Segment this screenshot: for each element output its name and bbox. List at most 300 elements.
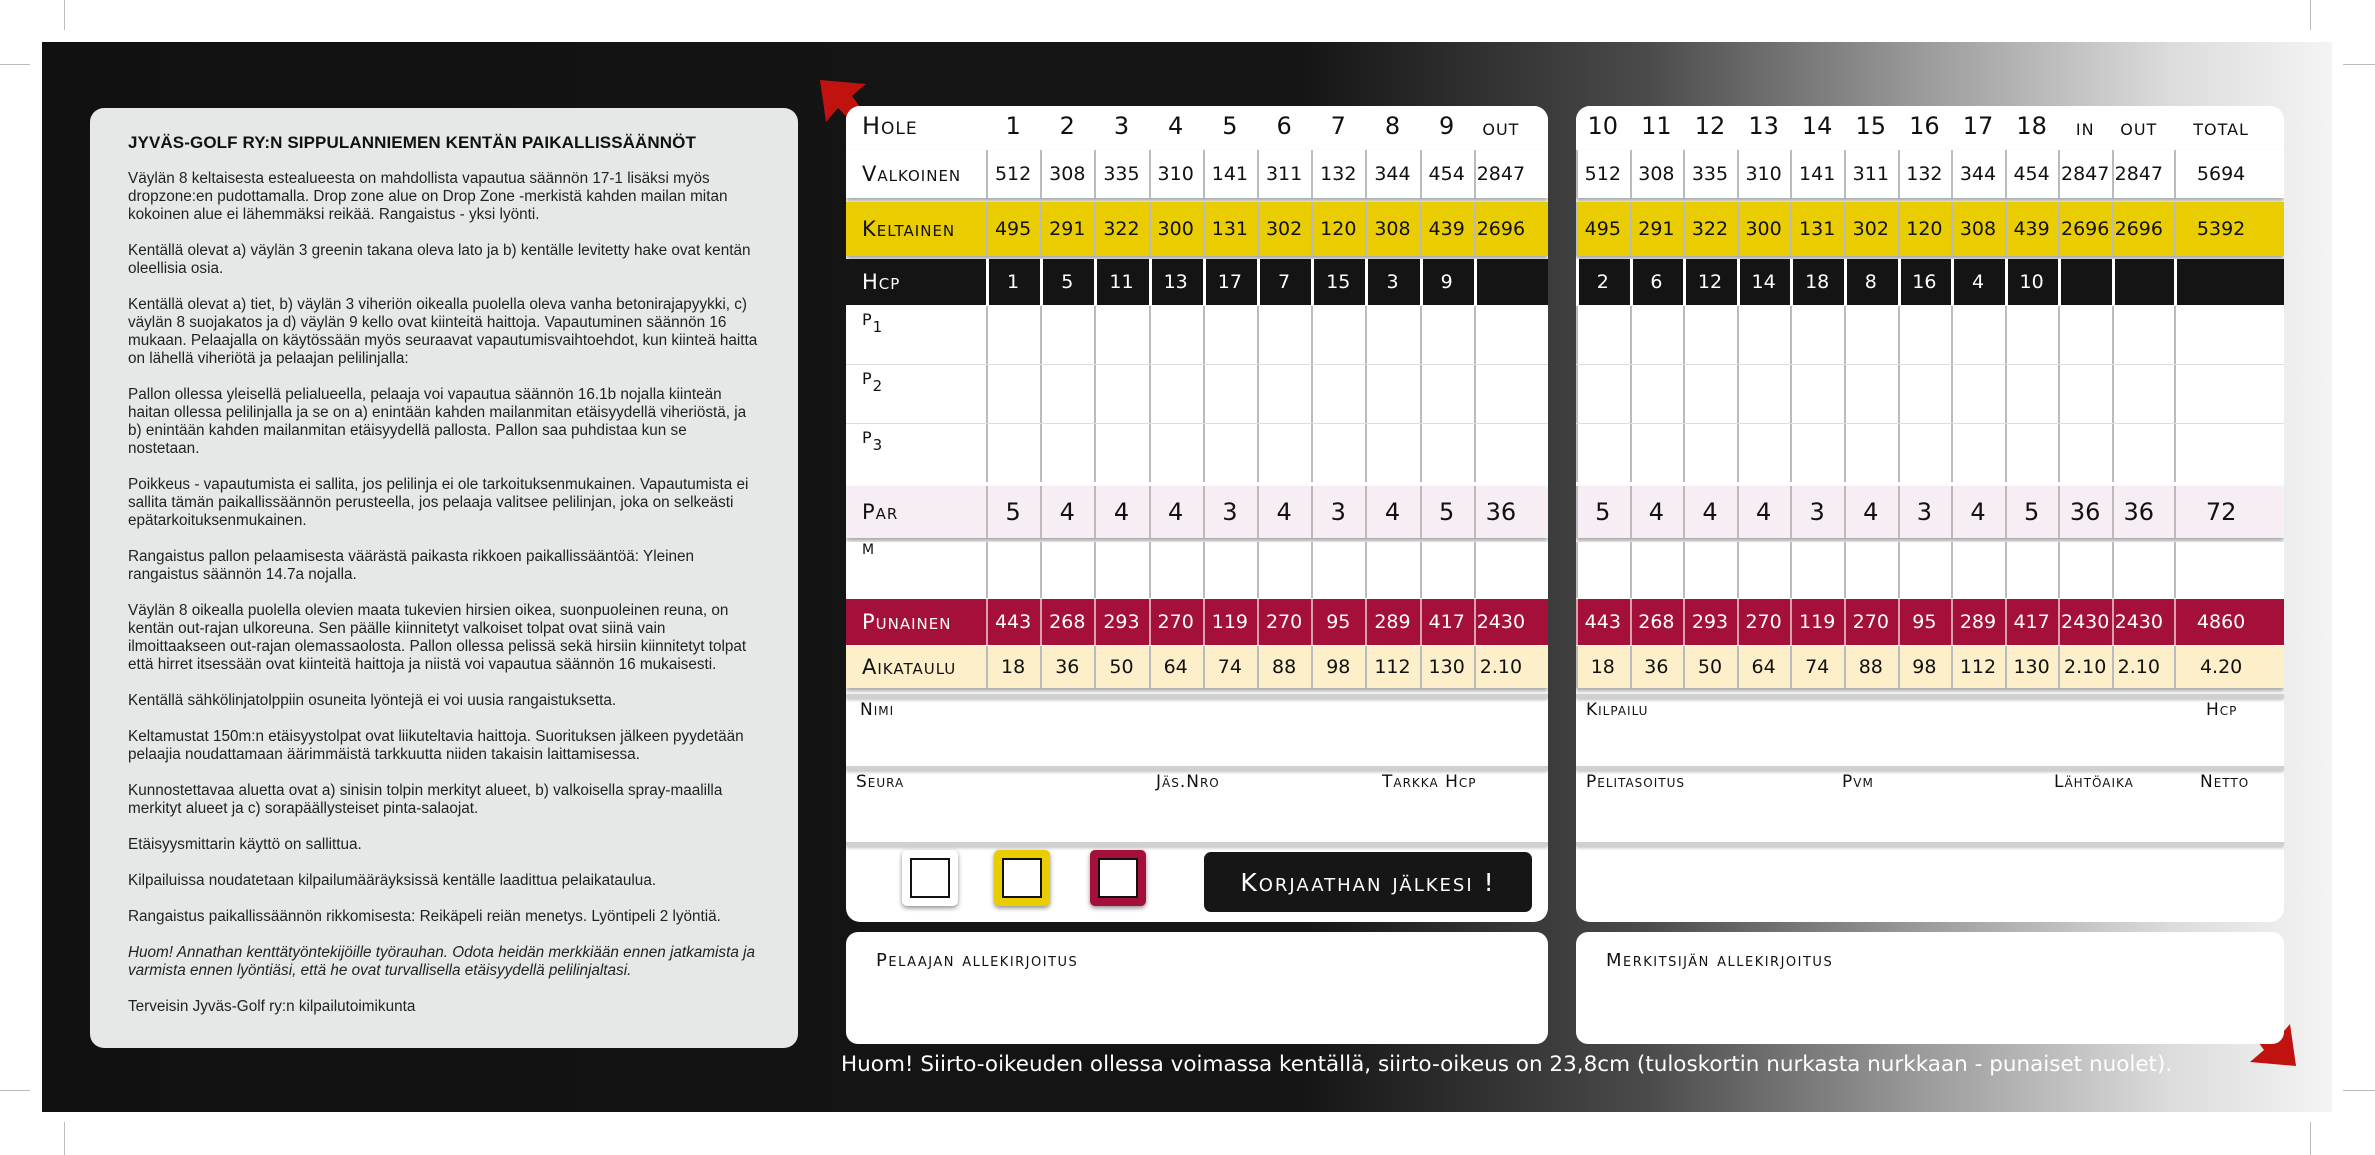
cell-p3[interactable] [1844, 424, 1898, 482]
cell-p2[interactable] [1844, 365, 1898, 423]
cell-p3[interactable] [1040, 424, 1094, 482]
cell-p3[interactable] [1951, 424, 2005, 482]
cell-p1[interactable] [986, 306, 1040, 364]
cell-holes: 16 [1909, 112, 1940, 140]
player-signature-box[interactable] [846, 932, 1548, 1044]
cell-p1[interactable] [1844, 306, 1898, 364]
cell-p1[interactable] [1898, 306, 1952, 364]
cell-p1[interactable] [1420, 306, 1474, 364]
cell-p2[interactable] [2174, 365, 2269, 423]
cell-p1[interactable] [1737, 306, 1791, 364]
cell-valkoinen: 310 [1745, 163, 1782, 185]
column-divider [1474, 486, 1476, 538]
column-divider [1040, 150, 1042, 198]
column-divider [1203, 306, 1205, 364]
column-divider [1737, 542, 1739, 598]
cell-aikataulu: 64 [1751, 656, 1776, 678]
cell-p3[interactable] [1790, 424, 1844, 482]
column-divider [1683, 150, 1685, 198]
cell-p3[interactable] [1683, 424, 1737, 482]
column-divider [2174, 542, 2176, 598]
column-divider [2058, 599, 2060, 645]
cell-p1[interactable] [1040, 306, 1094, 364]
column-divider [1365, 365, 1367, 423]
column-divider [1790, 486, 1792, 538]
cell-aikataulu: 112 [1959, 656, 1997, 678]
cell-punainen: 417 [2013, 611, 2050, 633]
row-label-p3 [846, 424, 986, 482]
cell-aikataulu: 130 [1428, 656, 1465, 678]
column-divider [1790, 542, 1792, 598]
column-divider [1311, 542, 1313, 598]
cell-par: 3 [1916, 498, 1933, 526]
cell-m[interactable] [1094, 542, 1148, 598]
column-divider [1040, 365, 1042, 423]
cell-p1[interactable] [1951, 306, 2005, 364]
cell-holes: 6 [1276, 112, 1292, 140]
cell-valkoinen: 2847 [1476, 163, 1526, 185]
column-divider [1844, 150, 1846, 198]
rule-paragraph: Väylän 8 oikealla puolella olevien maata tukevien hirsien oikea, suonpuoleinen reuna, on kentän out-rajan ulkoreuna. Sen päälle kiinnitetyt valkoiset tolpat ovat siinä vain ilmoittaakseen out-rajan olemassaolosta. Pallon ollessa pelissä sekä hirsiin kiinnitetyt tolpat että hirret itsessään ovat kiinteitä haittoja ja niistä voi vapautua säännön 16 mukaisesti. [128, 602, 747, 673]
column-divider [2112, 365, 2114, 423]
cell-p1[interactable] [2005, 306, 2059, 364]
column-divider [1474, 542, 1476, 598]
cell-par: 4 [1113, 498, 1130, 526]
cell-aikataulu: 4.20 [2199, 656, 2243, 678]
column-divider [1630, 202, 1632, 256]
cell-hcp: 3 [1386, 271, 1399, 293]
cell-holes: IN [2075, 119, 2095, 139]
column-divider [1844, 202, 1846, 256]
column-divider [1844, 542, 1846, 598]
column-divider [2005, 365, 2007, 423]
column-divider [1576, 150, 1578, 198]
cell-p3[interactable] [1474, 424, 1528, 482]
cell-holes: 4 [1168, 112, 1184, 140]
cell-p1[interactable] [1576, 306, 1630, 364]
cell-punainen: 2430 [2114, 611, 2163, 633]
cell-m[interactable] [1474, 542, 1528, 598]
cell-aikataulu: 50 [1697, 656, 1723, 678]
cell-valkoinen: 141 [1211, 163, 1249, 185]
column-divider [1474, 599, 1476, 645]
cell-p3[interactable] [2058, 424, 2112, 482]
cell-p2[interactable] [1365, 365, 1419, 423]
cell-m[interactable] [1420, 542, 1474, 598]
crop-mark [2310, 0, 2311, 30]
cell-holes: 2 [1059, 112, 1075, 140]
cell-p2[interactable] [1420, 365, 1474, 423]
cell-p3[interactable] [1576, 424, 1630, 482]
column-divider [1365, 542, 1367, 598]
cell-m[interactable] [1683, 542, 1737, 598]
cell-punainen: 417 [1428, 611, 1465, 633]
cell-hcp: 14 [1751, 271, 1776, 293]
cell-m[interactable] [1844, 542, 1898, 598]
cell-p3[interactable] [2174, 424, 2269, 482]
cell-m[interactable] [1576, 542, 1630, 598]
column-divider [1040, 542, 1042, 598]
column-divider [1149, 150, 1151, 198]
cell-p3[interactable] [1149, 424, 1203, 482]
column-divider [1257, 150, 1259, 198]
cell-punainen: 270 [1157, 611, 1194, 633]
column-divider [1257, 424, 1259, 482]
column-divider [2058, 486, 2060, 538]
column-divider [2174, 365, 2176, 423]
column-divider [1149, 259, 1152, 305]
column-divider [986, 646, 988, 688]
cell-p2[interactable] [1149, 365, 1203, 423]
cell-keltainen: 2696 [1476, 218, 1526, 240]
column-divider [2174, 306, 2176, 364]
row-divider [846, 423, 1548, 424]
column-divider [1203, 424, 1205, 482]
cell-m[interactable] [2174, 542, 2269, 598]
column-divider [1844, 259, 1847, 305]
cell-punainen: 270 [1745, 611, 1782, 633]
cell-m[interactable] [1737, 542, 1791, 598]
column-divider [2005, 150, 2007, 198]
cell-p1[interactable] [2174, 306, 2269, 364]
column-divider [1630, 259, 1633, 305]
marker-signature-label: Merkitsijän allekirjoitus [1606, 950, 1834, 971]
cell-m[interactable] [1040, 542, 1094, 598]
cell-m[interactable] [2005, 542, 2059, 598]
cell-m[interactable] [1630, 542, 1684, 598]
cell-par: 36 [2069, 498, 2101, 526]
cell-p2[interactable] [2005, 365, 2059, 423]
row-label-subscript: 3 [872, 436, 884, 454]
column-divider [2058, 306, 2060, 364]
row-label-p2 [846, 365, 986, 423]
column-divider [2058, 542, 2060, 598]
cell-p2[interactable] [1683, 365, 1737, 423]
column-divider [2112, 646, 2114, 688]
cell-par: 5 [2023, 498, 2040, 526]
cell-holes: 11 [1641, 112, 1672, 140]
column-divider [1149, 599, 1151, 645]
column-divider [2174, 599, 2176, 645]
cell-punainen: 119 [1211, 611, 1249, 633]
cell-m[interactable] [1311, 542, 1365, 598]
cell-aikataulu: 130 [2013, 656, 2050, 678]
column-divider [1311, 150, 1313, 198]
cell-p3[interactable] [1898, 424, 1952, 482]
yellow-tee-checkbox[interactable] [994, 850, 1050, 906]
cell-punainen: 4860 [2196, 611, 2246, 633]
column-divider [1203, 599, 1205, 645]
column-divider [1737, 365, 1739, 423]
cell-p1[interactable] [1365, 306, 1419, 364]
cell-p2[interactable] [1576, 365, 1630, 423]
cell-p2[interactable] [1040, 365, 1094, 423]
cell-p3[interactable] [2112, 424, 2166, 482]
cell-p3[interactable] [2005, 424, 2059, 482]
lahtoaika-label: Lähtöaika [2054, 772, 2134, 792]
checkbox-square [910, 858, 950, 898]
cell-p1[interactable] [2058, 306, 2112, 364]
column-divider [1630, 599, 1632, 645]
column-divider [1257, 486, 1259, 538]
pelitasoitus-label: Pelitasoitus [1586, 772, 1685, 792]
cell-punainen: 293 [1691, 611, 1729, 633]
cell-keltainen: 291 [1638, 218, 1675, 240]
column-divider [1844, 646, 1846, 688]
cell-p3[interactable] [1094, 424, 1148, 482]
column-divider [1898, 365, 1900, 423]
row-label-text: P [862, 310, 873, 329]
cell-aikataulu: 88 [1272, 656, 1297, 678]
column-divider [2112, 150, 2114, 198]
column-divider [986, 259, 989, 305]
cell-m[interactable] [1790, 542, 1844, 598]
column-divider [1420, 646, 1422, 688]
column-divider [1951, 306, 1953, 364]
cell-p2[interactable] [1474, 365, 1528, 423]
column-divider [1474, 150, 1476, 198]
column-divider [1149, 486, 1151, 538]
cell-p1[interactable] [1683, 306, 1737, 364]
cell-keltainen: 308 [1374, 218, 1411, 240]
cell-p3[interactable] [986, 424, 1040, 482]
cell-m[interactable] [1203, 542, 1257, 598]
cell-p2[interactable] [1898, 365, 1952, 423]
cell-aikataulu: 88 [1858, 656, 1883, 678]
front-nine-card [846, 106, 1548, 922]
cell-aikataulu: 64 [1163, 656, 1188, 678]
cell-p2[interactable] [1257, 365, 1311, 423]
column-divider [1257, 365, 1259, 423]
netto-label: Netto [2200, 772, 2250, 792]
cell-aikataulu: 18 [1590, 656, 1615, 678]
cell-valkoinen: 2847 [2114, 163, 2163, 185]
cell-par: 4 [1648, 498, 1665, 526]
column-divider [1576, 646, 1578, 688]
rule-paragraph: Kentällä sähkölinjatolppiin osuneita lyöntejä ei voi uusia rangaistuksetta. [128, 692, 617, 709]
cell-punainen: 95 [1912, 611, 1937, 633]
crop-mark [2310, 1122, 2311, 1155]
row-label-subscript: 1 [872, 318, 884, 336]
cell-holes: OUT [1482, 119, 1520, 139]
column-divider [1203, 486, 1205, 538]
cell-p3[interactable] [1311, 424, 1365, 482]
player-signature-label: Pelaajan allekirjoitus [876, 950, 1079, 971]
column-divider [986, 202, 988, 256]
cell-punainen: 443 [1584, 611, 1621, 633]
cell-keltainen: 120 [1906, 218, 1943, 240]
column-divider [1630, 542, 1632, 598]
cell-m[interactable] [1257, 542, 1311, 598]
column-divider [1951, 365, 1953, 423]
crop-mark [2343, 64, 2375, 65]
cell-hcp: 10 [2019, 271, 2044, 293]
cell-punainen: 119 [1799, 611, 1836, 633]
cell-m[interactable] [1951, 542, 2005, 598]
cell-p2[interactable] [1203, 365, 1257, 423]
cell-keltainen: 131 [1799, 218, 1836, 240]
cell-p1[interactable] [1149, 306, 1203, 364]
marker-signature-box[interactable] [1576, 932, 2284, 1044]
column-divider [1149, 365, 1151, 423]
cell-p3[interactable] [1203, 424, 1257, 482]
cell-p1[interactable] [1630, 306, 1684, 364]
cell-p1[interactable] [1311, 306, 1365, 364]
column-divider [1790, 424, 1792, 482]
column-divider [1576, 542, 1578, 598]
cell-keltainen: 291 [1049, 218, 1086, 240]
cell-holes: 10 [1587, 112, 1619, 140]
column-divider [2058, 365, 2060, 423]
cell-p3[interactable] [1257, 424, 1311, 482]
cell-p1[interactable] [1790, 306, 1844, 364]
column-divider [2005, 599, 2007, 645]
column-divider [1257, 599, 1259, 645]
column-divider [1630, 365, 1632, 423]
column-divider [2005, 202, 2007, 256]
cell-p3[interactable] [1630, 424, 1684, 482]
cell-p1[interactable] [1257, 306, 1311, 364]
cell-valkoinen: 311 [1852, 163, 1889, 185]
cell-hcp: 11 [1109, 271, 1134, 293]
cell-hcp: 12 [1697, 271, 1723, 293]
column-divider [1149, 306, 1151, 364]
cell-hcp [2112, 259, 2166, 305]
cell-valkoinen: 5694 [2196, 163, 2246, 185]
cell-keltainen: 308 [1959, 218, 1997, 240]
cell-valkoinen: 512 [994, 163, 1032, 185]
cell-m[interactable] [1898, 542, 1952, 598]
pvm-label: Pvm [1842, 772, 1874, 792]
checkbox-square [1002, 858, 1042, 898]
red-tee-checkbox[interactable] [1090, 850, 1146, 906]
cell-m[interactable] [2058, 542, 2112, 598]
column-divider [1365, 646, 1367, 688]
column-divider [1203, 365, 1205, 423]
cell-p2[interactable] [1951, 365, 2005, 423]
cell-p3[interactable] [1365, 424, 1419, 482]
cell-hcp: 2 [1596, 271, 1609, 293]
rule-paragraph: Kunnostettavaa aluetta ovat a) sinisin tolpin merkityt alueet, b) valkoisella spray-maalilla merkityt alueet ja c) sorapäällysteiset pinta-salaojat. [128, 782, 723, 817]
cell-punainen: 270 [1852, 611, 1889, 633]
row-label-punainen: Punainen [862, 610, 952, 634]
cell-p2[interactable] [1630, 365, 1684, 423]
column-divider [1898, 424, 1900, 482]
jasnro-label: Jäs.Nro [1156, 772, 1220, 792]
column-divider [2112, 202, 2114, 256]
cell-holes: 5 [1222, 112, 1238, 140]
cell-p2[interactable] [1790, 365, 1844, 423]
column-divider [1844, 599, 1846, 645]
cell-punainen: 293 [1103, 611, 1140, 633]
column-divider [1474, 202, 1476, 256]
column-divider [1737, 259, 1740, 305]
column-divider [1094, 424, 1096, 482]
column-divider [1576, 365, 1578, 423]
cell-p2[interactable] [1311, 365, 1365, 423]
column-divider [1951, 424, 1953, 482]
cell-p3[interactable] [1737, 424, 1791, 482]
cell-valkoinen: 454 [2013, 163, 2050, 185]
column-divider [1951, 646, 1953, 688]
cell-keltainen: 302 [1852, 218, 1889, 240]
column-divider [1311, 486, 1313, 538]
column-divider [1257, 259, 1260, 305]
column-divider [1257, 646, 1259, 688]
info-divider [1576, 766, 2284, 770]
column-divider [2174, 202, 2176, 256]
cell-par: 4 [1168, 498, 1184, 526]
column-divider [1951, 150, 1953, 198]
column-divider [1844, 306, 1846, 364]
cell-valkoinen: 344 [1374, 163, 1411, 185]
cell-holes: OUT [2120, 119, 2158, 139]
column-divider [986, 486, 988, 538]
column-divider [2112, 486, 2114, 538]
column-divider [1040, 202, 1042, 256]
column-divider [1365, 599, 1367, 645]
info-divider [846, 766, 1548, 770]
column-divider [2174, 259, 2177, 305]
cell-p1[interactable] [1203, 306, 1257, 364]
crop-mark [0, 1090, 30, 1091]
column-divider [1094, 599, 1096, 645]
cell-p2[interactable] [2058, 365, 2112, 423]
cell-p1[interactable] [1474, 306, 1528, 364]
column-divider [1203, 202, 1205, 256]
cell-p1[interactable] [2112, 306, 2166, 364]
cell-valkoinen: 2847 [2061, 163, 2110, 185]
cell-punainen: 443 [994, 611, 1032, 633]
cell-p2[interactable] [986, 365, 1040, 423]
column-divider [1683, 424, 1685, 482]
cell-m[interactable] [986, 542, 1040, 598]
cell-aikataulu: 98 [1326, 656, 1351, 678]
column-divider [1951, 202, 1953, 256]
kilpailu-label: Kilpailu [1586, 700, 1649, 720]
cell-m[interactable] [1149, 542, 1203, 598]
cell-p1[interactable] [1094, 306, 1148, 364]
column-divider [2005, 486, 2007, 538]
cell-aikataulu: 36 [1055, 656, 1080, 678]
cell-p3[interactable] [1420, 424, 1474, 482]
column-divider [1094, 202, 1096, 256]
cell-holes: 7 [1330, 112, 1346, 140]
column-divider [1094, 306, 1096, 364]
white-tee-checkbox[interactable] [902, 850, 958, 906]
cell-par: 36 [1485, 498, 1517, 526]
cell-p2[interactable] [2112, 365, 2166, 423]
cell-hcp: 1 [1007, 271, 1020, 293]
cell-punainen: 289 [1959, 611, 1997, 633]
cell-p2[interactable] [1094, 365, 1148, 423]
cell-p2[interactable] [1737, 365, 1791, 423]
cell-aikataulu: 74 [1217, 656, 1242, 678]
column-divider [1790, 202, 1792, 256]
row-divider [1576, 423, 2284, 424]
column-divider [1420, 202, 1422, 256]
cell-m[interactable] [2112, 542, 2166, 598]
cell-m[interactable] [1365, 542, 1419, 598]
column-divider [2005, 424, 2007, 482]
column-divider [2174, 486, 2176, 538]
column-divider [1420, 424, 1422, 482]
cell-keltainen: 300 [1745, 218, 1782, 240]
fix-pitch-marks-banner: Korjaathan jälkesi ! [1204, 852, 1532, 912]
column-divider [1630, 424, 1632, 482]
column-divider [1790, 599, 1792, 645]
column-divider [1790, 365, 1792, 423]
